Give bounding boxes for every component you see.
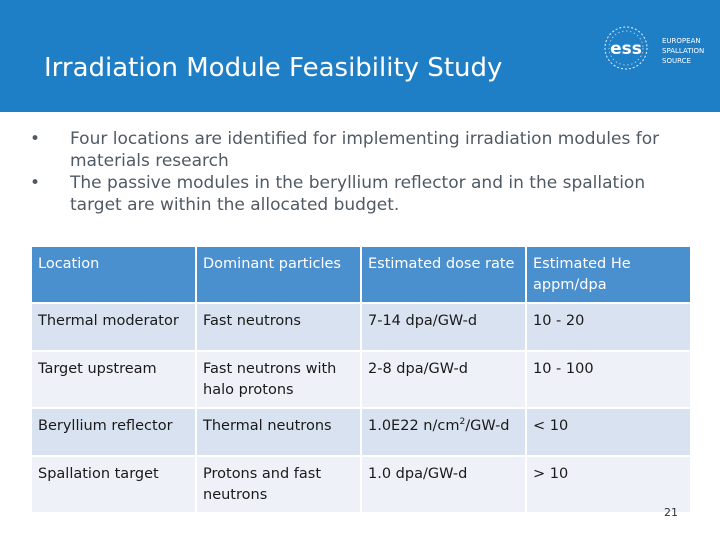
table-row <box>32 409 690 457</box>
bullet-text: The passive modules in the beryllium reflector and in the spallation target are within the allocated budget. <box>70 173 646 215</box>
table-cell: Fast neutrons <box>197 304 362 352</box>
ess-logo-mark: ess <box>610 39 642 59</box>
table-cell: 2-8 dpa/GW-d <box>362 352 527 409</box>
slide-title: Irradiation Module Feasibility Study <box>44 53 503 83</box>
bullet-dot: • <box>30 129 41 149</box>
table-cell: Thermal neutrons <box>197 409 362 457</box>
table-cell: Thermal moderator <box>32 304 197 352</box>
table-cell: 10 - 100 <box>527 352 690 409</box>
ess-logo <box>596 24 716 74</box>
dose-superscript: 2 <box>459 417 466 428</box>
table-row <box>32 304 690 352</box>
bullet-text: Four locations are identified for implementing irradiation modules for materials research <box>70 129 660 171</box>
title-bar <box>0 0 720 112</box>
dose-suffix: /GW-d <box>465 418 510 434</box>
logo-text <box>662 36 704 66</box>
table-cell: 7-14 dpa/GW-d <box>362 304 527 352</box>
table-cell: Spallation target <box>32 457 197 514</box>
bullet-dot: • <box>30 173 41 193</box>
logo-line-3: SOURCE <box>662 57 691 65</box>
irradiation-table <box>32 247 690 514</box>
table-cell: Fast neutrons with halo protons <box>197 352 362 409</box>
bullet-list <box>30 128 700 216</box>
table-cell-dose-superscript <box>362 409 527 457</box>
table-cell: 10 - 20 <box>527 304 690 352</box>
page-number: 21 <box>664 506 678 519</box>
logo-line-2: SPALLATION <box>662 47 705 55</box>
bullet-item <box>30 128 700 172</box>
table-cell: > 10 <box>527 457 690 514</box>
logo-line-1: EUROPEAN <box>662 37 701 45</box>
dose-prefix: 1.0E22 n/cm <box>368 418 460 434</box>
table-cell: Beryllium reflector <box>32 409 197 457</box>
table-cell: Protons and fast neutrons <box>197 457 362 514</box>
ess-logo-icon <box>596 24 658 74</box>
col-header-particles: Dominant particles <box>197 247 362 304</box>
col-header-location: Location <box>32 247 197 304</box>
table-cell: 1.0 dpa/GW-d <box>362 457 527 514</box>
table-cell: Target upstream <box>32 352 197 409</box>
table-header-row <box>32 247 690 304</box>
col-header-he: Estimated He appm/dpa <box>527 247 690 304</box>
bullet-item <box>30 172 700 216</box>
col-header-dose-rate: Estimated dose rate <box>362 247 527 304</box>
table-row <box>32 352 690 409</box>
table-row <box>32 457 690 514</box>
table-cell: < 10 <box>527 409 690 457</box>
